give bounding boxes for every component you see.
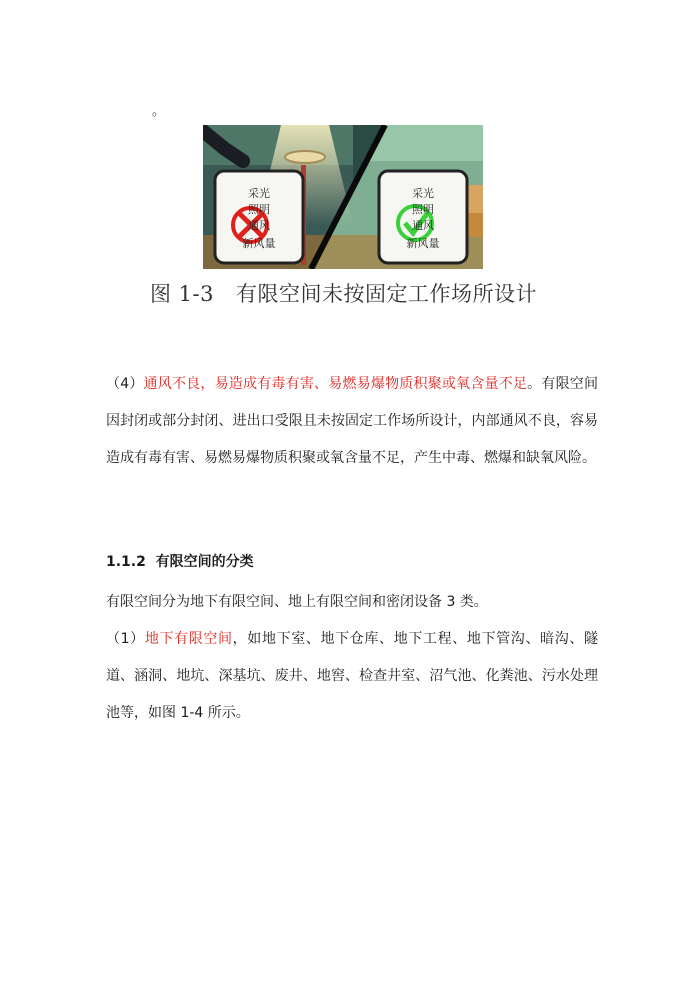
leading-punctuation: 。 xyxy=(152,104,166,119)
right-sign-line: 新风量 xyxy=(406,237,440,250)
paragraph-intro: 有限空间分为地下有限空间、地上有限空间和密闭设备 3 类。 xyxy=(106,594,488,610)
paragraph-ventilation xyxy=(106,366,598,477)
highlighted-text: 通风不良，易造成有毒有害、易燃易爆物质积聚或氧含量不足 xyxy=(143,376,528,392)
section-number: 1.1.2 xyxy=(106,554,146,570)
right-sign-line: 采光 xyxy=(412,187,434,200)
left-sign-line: 照明 xyxy=(248,203,270,216)
body-text: 。有限空间因封闭或部分封闭、进出口受限且未按固定工作场所设计，内部通风不良，容易造成有毒有害、易燃易爆物质积聚或氧含量不足，产生中毒、燃爆和缺氧风险。 xyxy=(106,376,599,466)
right-sign-line: 照明 xyxy=(412,203,434,216)
figure-number: 图 1-3 xyxy=(150,282,214,306)
right-sign-line: 通风 xyxy=(412,219,434,232)
figure-caption xyxy=(150,278,550,308)
body-text: ，如地下室、地下仓库、地下工程、地下管沟、暗沟、隧道、涵洞、地坑、深基坑、废井、地窖、检查井室、沼气池、化粪池、污水处理池等，如图 1-4 所示。 xyxy=(106,631,598,721)
figure-1-3-illustration xyxy=(203,125,483,269)
left-sign-line: 通风 xyxy=(248,219,270,232)
highlighted-text: 地下有限空间 xyxy=(144,631,233,647)
list-number: （4） xyxy=(106,376,144,392)
figure-title: 有限空间未按固定工作场所设计 xyxy=(236,282,537,306)
ceiling-lamp xyxy=(285,151,325,163)
figure-artwork xyxy=(203,125,483,269)
left-sign-line: 新风量 xyxy=(242,237,276,250)
section-heading xyxy=(106,551,254,571)
section-title: 有限空间的分类 xyxy=(155,554,254,570)
left-sign-line: 采光 xyxy=(248,187,270,200)
list-number: （1） xyxy=(106,631,145,647)
paragraph-underground xyxy=(106,621,598,732)
